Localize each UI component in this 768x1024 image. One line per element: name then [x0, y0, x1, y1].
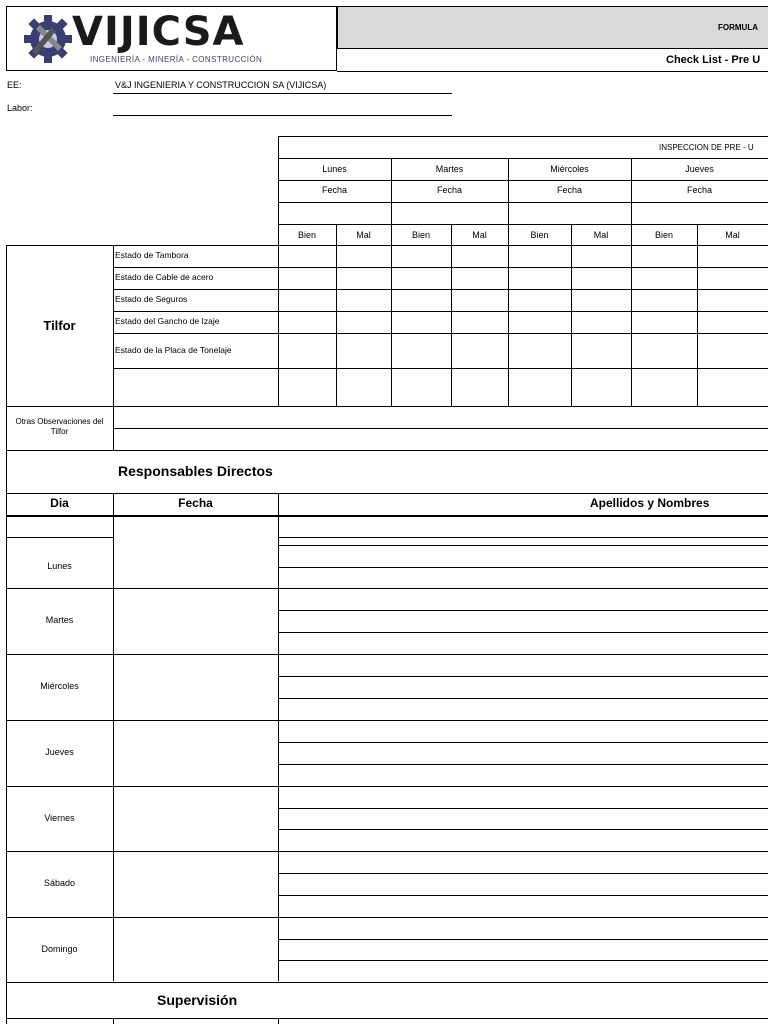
grid-line: [278, 808, 768, 809]
grid-line: [278, 939, 768, 940]
col-fecha: Fecha: [178, 496, 213, 510]
responsable-day-0: Lunes: [47, 561, 72, 571]
grid-line: [336, 224, 337, 406]
grid-line: [278, 545, 768, 546]
grid-line: [278, 158, 768, 159]
grid-line: [278, 960, 768, 961]
grid-line: [6, 450, 768, 451]
inspection-item-0: Estado de Tambora: [115, 250, 189, 260]
labor-label: Labor:: [7, 103, 33, 113]
grid-line: [697, 224, 698, 406]
responsable-day-6: Domingo: [41, 944, 78, 954]
bien-label-3: Bien: [654, 230, 673, 240]
grid-line: [278, 786, 768, 787]
responsable-day-3: Jueves: [45, 747, 74, 757]
grid-line: [278, 588, 768, 589]
grid-line: [571, 224, 572, 406]
grid-line: [278, 873, 768, 874]
responsables-title: Responsables Directos: [118, 463, 273, 479]
grid-line: [278, 202, 768, 203]
grid-line: [278, 676, 768, 677]
grid-line: [6, 515, 768, 517]
inspection-fecha-3: Fecha: [686, 185, 712, 195]
grid-line: [278, 136, 279, 406]
grid-line: [278, 698, 768, 699]
responsable-day-4: Viernes: [44, 813, 75, 823]
responsable-day-1: Martes: [45, 615, 74, 625]
grid-line: [6, 406, 113, 407]
grid-line: [278, 632, 768, 633]
col-dia: Dia: [50, 496, 69, 510]
grid-line: [113, 245, 114, 450]
bien-label-1: Bien: [411, 230, 430, 240]
grid-line: [278, 567, 768, 568]
grid-line: [113, 493, 114, 981]
grid-line: [278, 764, 768, 765]
observations-label: Otras Observaciones del Tilfor: [15, 417, 104, 436]
bien-label-2: Bien: [530, 230, 549, 240]
inspection-fecha-0: Fecha: [321, 185, 347, 195]
responsable-day-2: Miércoles: [40, 681, 79, 691]
grid-line: [6, 1018, 768, 1019]
mal-label-3: Mal: [725, 230, 740, 240]
mal-label-1: Mal: [472, 230, 487, 240]
grid-line: [113, 1018, 114, 1024]
grid-line: [278, 180, 768, 181]
responsable-day-5: Sábado: [43, 878, 76, 888]
mal-label-2: Mal: [593, 230, 609, 240]
grid-line: [278, 654, 768, 655]
inspection-fecha-2: Fecha: [556, 185, 582, 195]
grid-line: [278, 895, 768, 896]
logo-tagline: INGENIERÍA - MINERÍA - CONSTRUCCIÓN: [90, 55, 263, 64]
inspection-item-2: Estado de Seguros: [115, 294, 188, 304]
grid-line: [278, 851, 768, 852]
inspection-item-4: Estado de la Placa de Tonelaje: [115, 345, 232, 355]
grid-line: [113, 333, 768, 334]
grid-line: [278, 224, 768, 225]
grid-line: [6, 537, 113, 538]
grid-line: [6, 720, 278, 721]
grid-line: [6, 982, 768, 983]
grid-line: [278, 610, 768, 611]
grid-line: [278, 829, 768, 830]
grid-line: [278, 742, 768, 743]
col-nombres: Apellidos y Nombres: [590, 496, 710, 510]
grid-line: [278, 136, 768, 137]
logo-name: VIJICSA: [72, 9, 245, 55]
ee-value: V&J INGENIERIA Y CONSTRUCCION SA (VIJICSA): [115, 80, 327, 90]
supervision-title: Supervisión: [157, 992, 238, 1008]
inspection-fecha-1: Fecha: [436, 185, 462, 195]
grid-line: [6, 786, 278, 787]
grid-line: [278, 537, 768, 538]
grid-line: [6, 917, 278, 918]
grid-line: [6, 654, 278, 655]
inspection-day-2: Miércoles: [550, 164, 589, 174]
grid-line: [6, 245, 768, 246]
grid-line: [6, 588, 278, 589]
grid-line: [113, 267, 768, 268]
grid-line: [113, 406, 768, 407]
equipment-name: Tilfor: [43, 318, 76, 333]
grid-line: [6, 851, 278, 852]
bien-label-0: Bien: [297, 230, 316, 240]
grid-line: [6, 493, 768, 494]
grid-line: [278, 917, 768, 918]
mal-label-0: Mal: [356, 230, 371, 240]
grid-line: [278, 1018, 279, 1024]
grid-line: [278, 720, 768, 721]
grid-line: [113, 428, 768, 429]
form-code-label: FORMULA: [718, 23, 758, 32]
form-title: Check List - Pre U: [666, 54, 761, 66]
inspection-item-3: Estado del Gancho de Izaje: [115, 316, 220, 326]
grid-line: [113, 311, 768, 312]
ee-label: EE:: [7, 80, 22, 90]
inspection-title: INSPECCION DE PRE - U: [659, 143, 754, 152]
inspection-item-1: Estado de Cable de acero: [115, 272, 214, 282]
inspection-day-0: Lunes: [322, 164, 347, 174]
inspection-day-3: Jueves: [685, 164, 714, 174]
grid-line: [113, 289, 768, 290]
grid-line: [113, 368, 768, 369]
grid-line: [451, 224, 452, 406]
inspection-day-1: Martes: [435, 164, 464, 174]
